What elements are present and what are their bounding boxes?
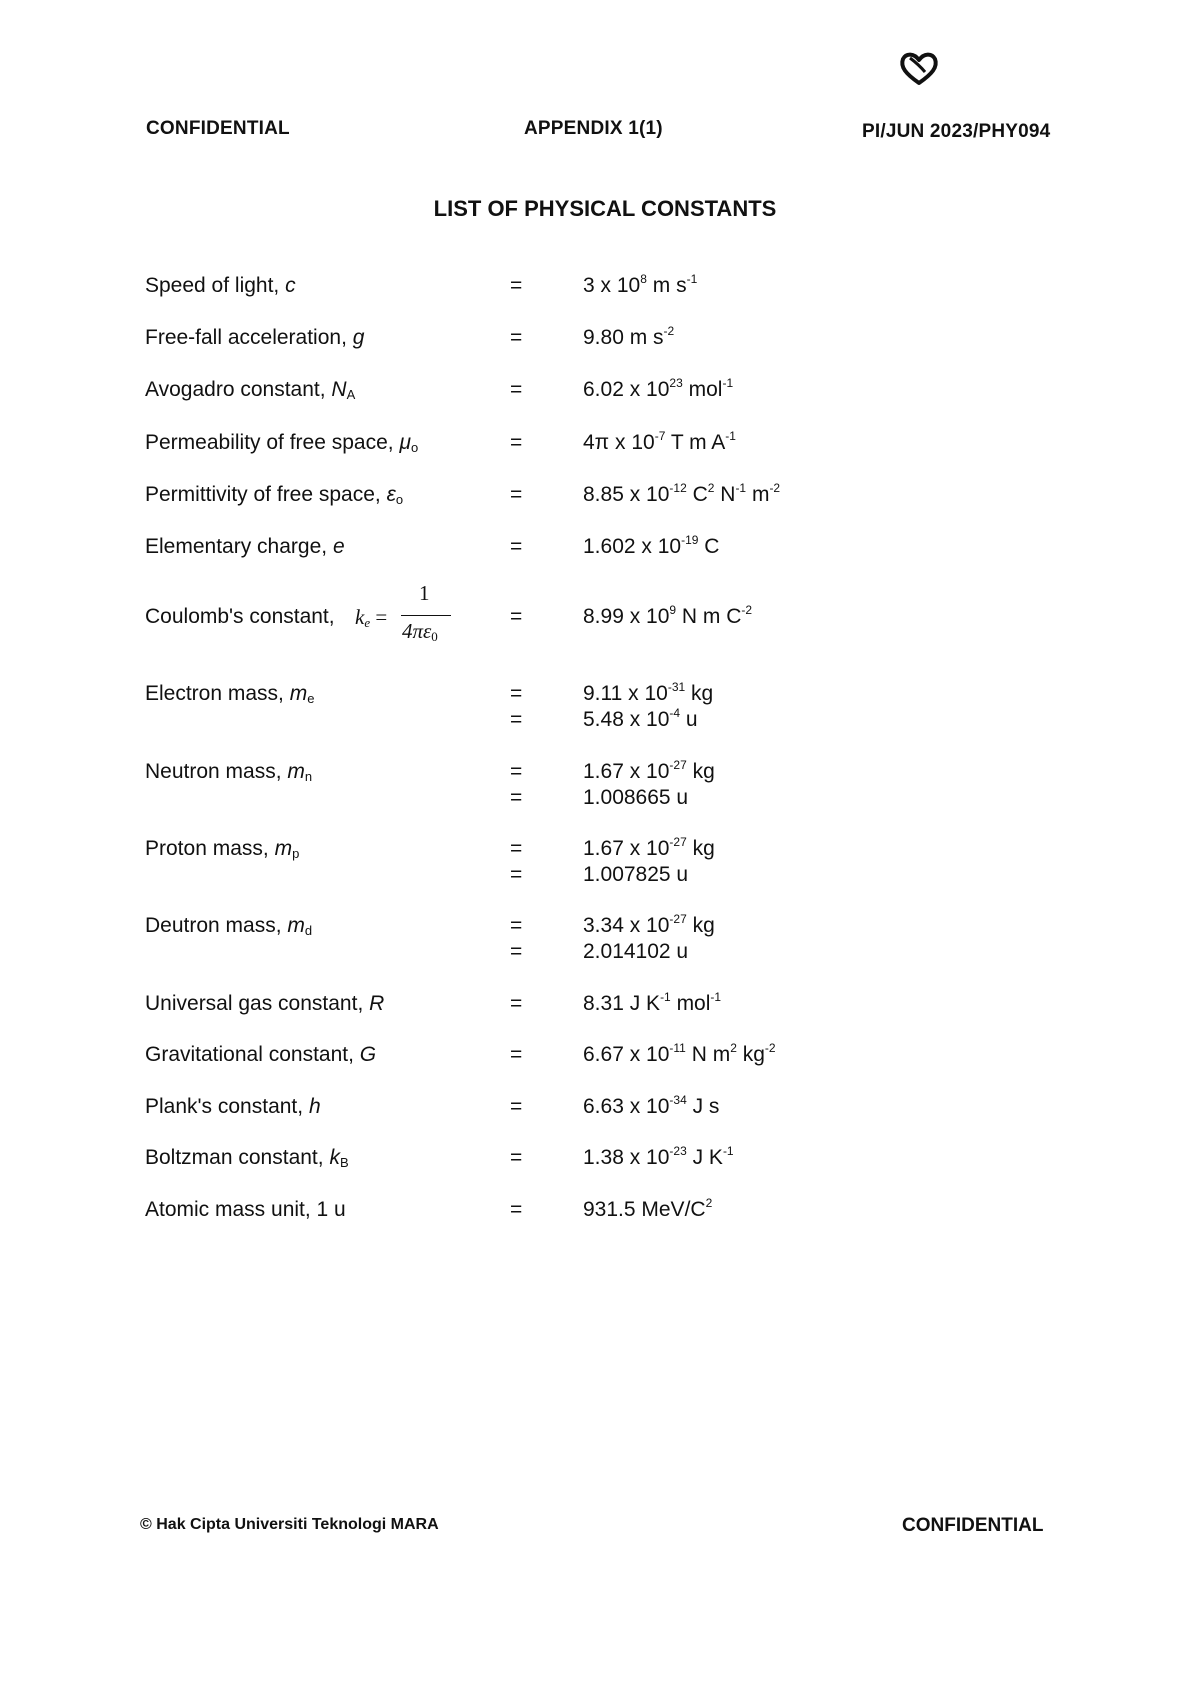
constant-value: 3 x $10^8$ m $s^{-1}$ xyxy=(583,272,698,297)
constant-label: Elementary charge, e xyxy=(145,535,345,558)
constant-value: 6.02 x $10^{23}$ mol$^{-1}$ xyxy=(583,376,734,401)
equals-sign: = xyxy=(510,1146,523,1169)
equals-sign: = xyxy=(510,1043,523,1066)
equals-sign: = xyxy=(510,535,523,558)
footer-confidential: CONFIDENTIAL xyxy=(902,1515,1044,1536)
constant-label: Gravitational constant, G xyxy=(145,1043,377,1066)
document-page: CONFIDENTIAL APPENDIX 1(1) PI/JUN 2023/PHY094 LIST OF PHYSICAL CONSTANTS Speed of light, c = 3 x $10^8$ m $s^{-1}$ Free-fall acceleration, g = 9.80 m $s^{-2}$ Avogadro constant, $N_A$ = 6.02 x $10^{23}$ mol$^{-1}$ Permeability of free space, $\mu_o$ = 4π x $10^{-7}$ T m $A^{-1}$ Permittivity of free space, $\varepsilon_o$ = 8.85 x $10^{-12}$ $C^2$ $N^{-1}$ $m^{-2}$ Elementary charge, e = 1.602 x $10^{-19}$ C Coulomb's constant, ke = 1 $4\pi\varepsilon_0$ = 8.99 x $10^9$ N m $C^{-2}$ Electron mass, $m_e$ = 9.11 x $10^{-31}$ kg = 5.48 x $10^{-4}$ u Neutron mass, $m_n$ = 1.67 x $10^{-27}$ kg = 1.008665 u Proton mass, $m_p$ = 1.67 x $10^{-27}$ kg = 1.007825 u Deutron mass, $m_d$ = 3.34 x $10^{-27}$ kg = 2.014102 u Universal gas constant, R = 8.31 J $K^{-1}$ mol$^{-1}$ Gravitational constant, G = 6.67 x $10^{-11}$ N $m^2$ $kg^{-2}$ Plank's constant, h = 6.63 x $10^{-34}$ J s Boltzman constant, $k_B$ = 1.38 x $10^{-23}$ J $K^{-1}$ Atomic mass unit, 1 u = 931.5 MeV/$C^2$ © Hak Cipta Universiti Teknologi MARA CONFIDENTIAL xyxy=(0,0,1200,1696)
equals-sign: = xyxy=(510,863,523,886)
constant-value: 1.602 x $10^{-19}$ C xyxy=(583,533,720,558)
constant-value: 8.85 x $10^{-12}$ $C^2$ $N^{-1}$ $m^{-2}$ xyxy=(583,481,781,506)
constant-value: 9.11 x $10^{-31}$ kg xyxy=(583,680,714,705)
equals-sign: = xyxy=(510,378,523,401)
equals-sign: = xyxy=(510,1095,523,1118)
equals-sign: = xyxy=(510,786,523,809)
constant-label: Free-fall acceleration, g xyxy=(145,326,365,349)
equals-sign: = xyxy=(510,605,523,628)
constant-value: 4π x $10^{-7}$ T m $A^{-1}$ xyxy=(583,429,736,454)
constant-value: 9.80 m $s^{-2}$ xyxy=(583,324,675,349)
footer-copyright: © Hak Cipta Universiti Teknologi MARA xyxy=(140,1516,439,1533)
constant-value: 1.67 x $10^{-27}$ kg xyxy=(583,835,715,860)
constant-value: 6.63 x $10^{-34}$ J s xyxy=(583,1093,720,1118)
constant-value: 931.5 MeV/$C^2$ xyxy=(583,1196,713,1221)
equals-sign: = xyxy=(510,274,523,297)
constant-value-alt: 2.014102 u xyxy=(583,940,689,963)
constant-value: 3.34 x $10^{-27}$ kg xyxy=(583,912,715,937)
constant-label: Coulomb's constant, xyxy=(145,605,335,628)
constant-label: Permittivity of free space, $\varepsilon_o$ xyxy=(145,483,404,507)
equals-sign: = xyxy=(510,682,523,705)
header-confidential: CONFIDENTIAL xyxy=(146,118,290,139)
equals-sign: = xyxy=(510,914,523,937)
constant-value: 8.31 J $K^{-1}$ mol$^{-1}$ xyxy=(583,990,722,1015)
constant-label: Proton mass, $m_p$ xyxy=(145,837,300,861)
constant-label: Atomic mass unit, 1 u xyxy=(145,1198,346,1221)
constant-label: Neutron mass, $m_n$ xyxy=(145,760,313,784)
constant-value-alt: 1.008665 u xyxy=(583,786,689,809)
heart-mark-icon xyxy=(898,50,940,88)
equals-sign: = xyxy=(510,760,523,783)
constant-label: Deutron mass, $m_d$ xyxy=(145,914,313,938)
constant-label: Permeability of free space, $\mu_o$ xyxy=(145,431,419,455)
constant-label: Plank's constant, h xyxy=(145,1095,321,1118)
equals-sign: = xyxy=(510,708,523,731)
equals-sign: = xyxy=(510,326,523,349)
constant-label: Universal gas constant, R xyxy=(145,992,385,1015)
constant-value-alt: 1.007825 u xyxy=(583,863,689,886)
equals-sign: = xyxy=(510,992,523,1015)
constant-value: 1.67 x $10^{-27}$ kg xyxy=(583,758,715,783)
header-code: PI/JUN 2023/PHY094 xyxy=(862,121,1051,142)
equals-sign: = xyxy=(510,1198,523,1221)
constant-label: Boltzman constant, $k_B$ xyxy=(145,1146,349,1170)
constant-label: Avogadro constant, $N_A$ xyxy=(145,378,356,402)
header-appendix: APPENDIX 1(1) xyxy=(524,118,663,139)
equals-sign: = xyxy=(510,483,523,506)
page-title: LIST OF PHYSICAL CONSTANTS xyxy=(433,196,777,221)
equals-sign: = xyxy=(510,940,523,963)
constant-label: Speed of light, c xyxy=(145,274,296,297)
constant-value: 1.38 x $10^{-23}$ J $K^{-1}$ xyxy=(583,1144,734,1169)
constant-value-alt: 5.48 x $10^{-4}$ u xyxy=(583,706,698,731)
constant-label: Electron mass, $m_e$ xyxy=(145,682,315,706)
constant-value: 8.99 x $10^9$ N m $C^{-2}$ xyxy=(583,603,753,628)
equals-sign: = xyxy=(510,837,523,860)
constant-value: 6.67 x $10^{-11}$ N $m^2$ $kg^{-2}$ xyxy=(583,1041,776,1066)
equals-sign: = xyxy=(510,431,523,454)
